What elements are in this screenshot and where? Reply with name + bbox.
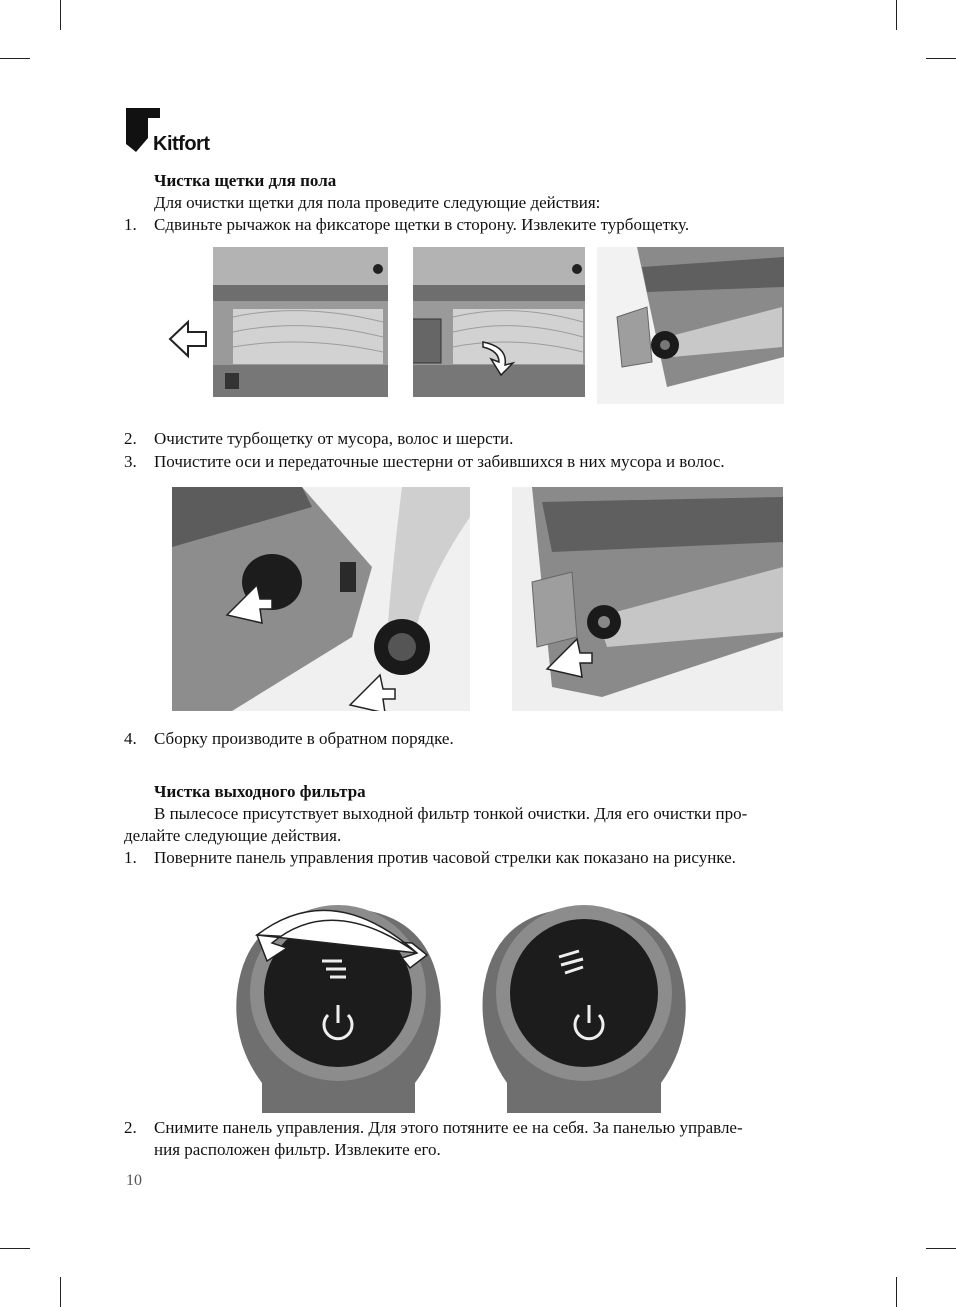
axle-photo-2 — [512, 487, 783, 711]
step-number: 1. — [124, 215, 137, 234]
crop-mark — [896, 0, 897, 30]
section-heading: Чистка выходного фильтра — [154, 782, 366, 801]
brush-photo-1 — [213, 247, 388, 397]
step-text: Сборку производите в обратном порядке. — [154, 729, 454, 748]
step-number: 2. — [124, 429, 137, 448]
section-heading: Чистка щетки для пола — [154, 171, 337, 190]
crop-mark — [926, 1248, 956, 1249]
page-number: 10 — [126, 1172, 142, 1189]
crop-mark — [60, 1277, 61, 1307]
crop-mark — [0, 1248, 30, 1249]
step-number: 2. — [124, 1118, 137, 1137]
step-number: 3. — [124, 452, 137, 471]
crop-mark — [926, 58, 956, 59]
step-number: 1. — [124, 848, 137, 867]
section-intro: делайте следующие действия. — [124, 826, 342, 845]
crop-mark — [0, 58, 30, 59]
step-text: Почистите оси и передаточные шестерни от забившихся в них мусора и волос. — [154, 452, 725, 471]
section-intro: В пылесосе присутствует выходной фильтр тонкой очистки. Для его очистки про- — [154, 804, 748, 823]
brand-logo-text: Kitfort — [153, 133, 210, 155]
section-intro: Для очистки щетки для пола проведите следующие действия: — [154, 193, 601, 212]
brush-photo-2 — [413, 247, 585, 397]
axle-photo-1 — [172, 487, 470, 711]
control-panel-photo-1 — [232, 893, 445, 1113]
step-text: Поверните панель управления против часовой стрелки как показано на рисунке. — [154, 848, 736, 867]
step-number: 4. — [124, 729, 137, 748]
brush-photo-3 — [597, 247, 784, 404]
crop-mark — [60, 0, 61, 30]
arrow-left-icon — [168, 318, 210, 360]
step-text: Очистите турбощетку от мусора, волос и шерсти. — [154, 429, 514, 448]
crop-mark — [896, 1277, 897, 1307]
step-text: Снимите панель управления. Для этого потяните ее на себя. За панелью управле- — [154, 1118, 743, 1137]
step-text: Сдвиньте рычажок на фиксаторе щетки в сторону. Извлеките турбощетку. — [154, 215, 690, 234]
control-panel-photo-2 — [479, 893, 690, 1113]
step-text: ния расположен фильтр. Извлеките его. — [154, 1140, 441, 1159]
